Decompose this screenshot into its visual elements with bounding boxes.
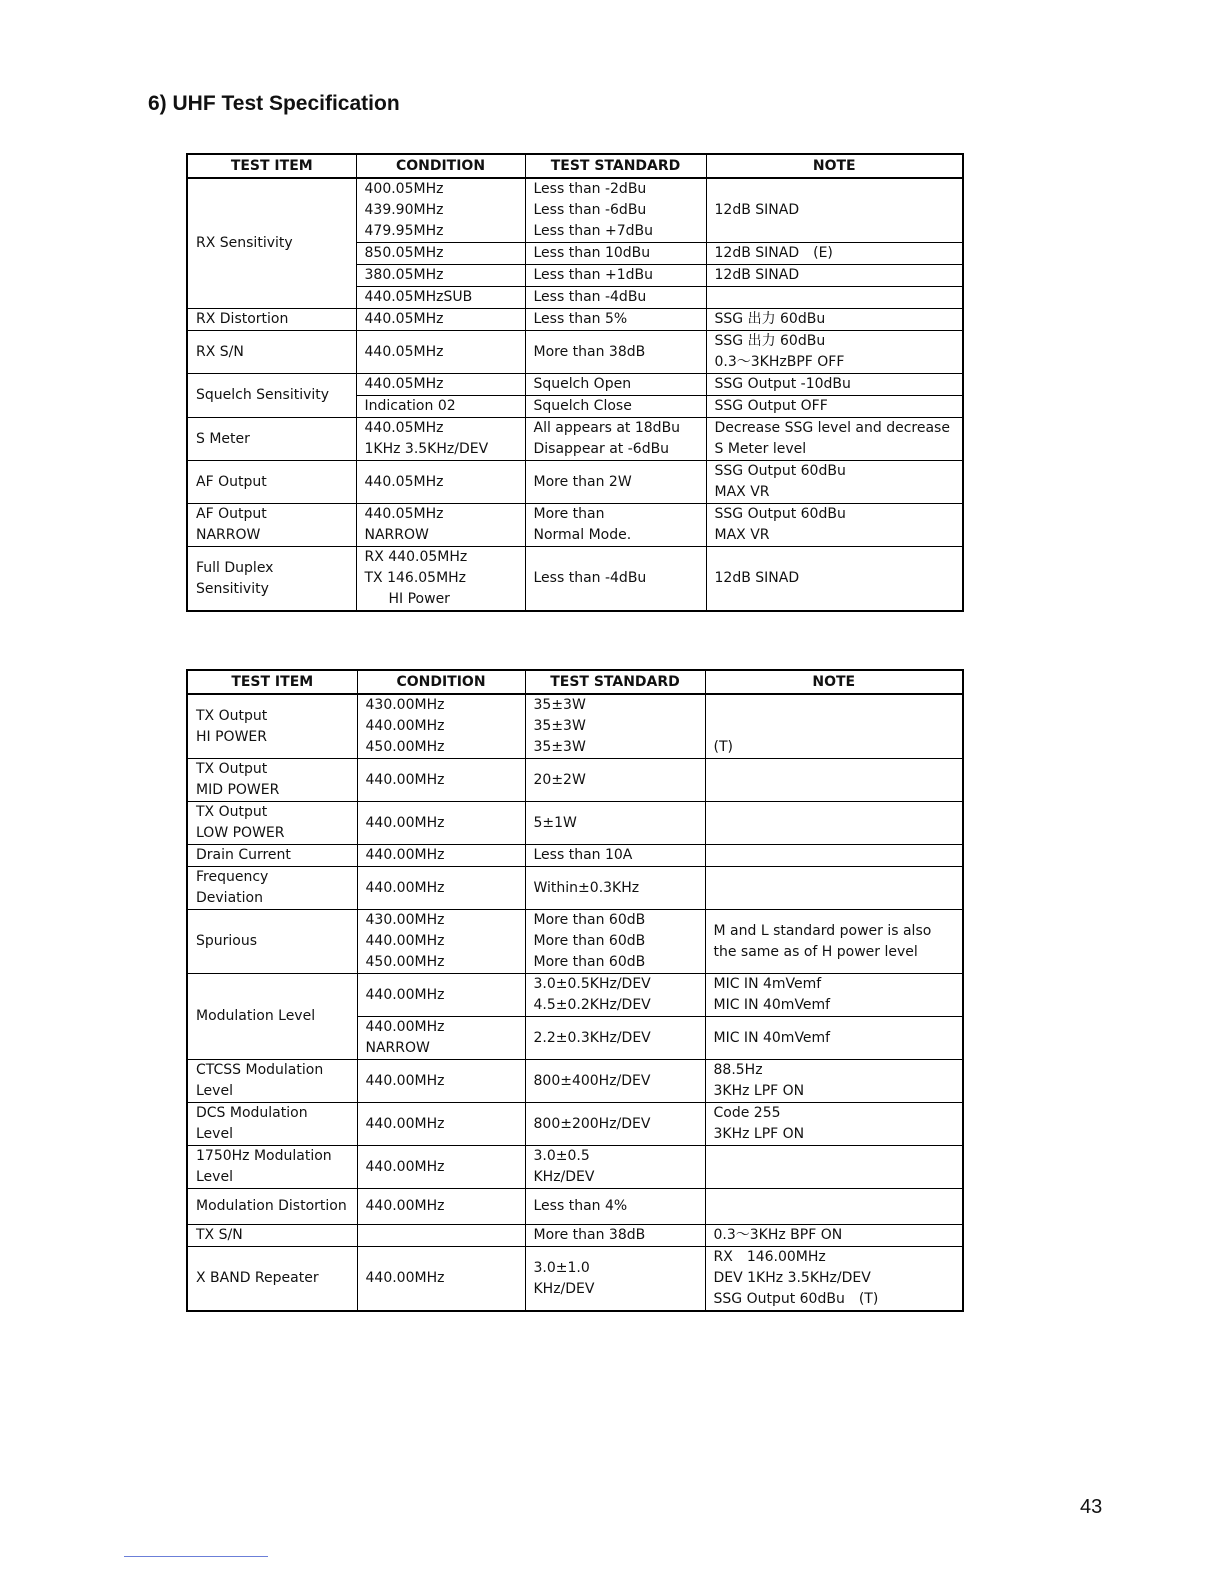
cell-line: Normal Mode. xyxy=(533,527,632,543)
table-row xyxy=(187,845,963,867)
cell-line: 440.00MHz xyxy=(365,1019,445,1035)
note-cell: (T) xyxy=(705,694,963,759)
cell-line: More than xyxy=(533,506,605,522)
table-row xyxy=(187,1189,963,1225)
tx-spec-table xyxy=(186,669,964,1312)
cell-line: Level xyxy=(196,1083,233,1099)
cell-line: 35±3W xyxy=(533,739,586,755)
table-row xyxy=(187,309,963,331)
table-row xyxy=(187,374,963,396)
note-cell: 12dB SINAD xyxy=(706,178,963,243)
standard-cell xyxy=(525,694,705,759)
condition-cell xyxy=(356,547,525,612)
note-cell xyxy=(706,418,963,461)
cell-line: 430.00MHz xyxy=(365,697,445,713)
table-header-row xyxy=(187,154,963,178)
cell-line: 430.00MHz xyxy=(365,912,445,928)
cell-line: TX Output xyxy=(196,707,268,724)
cell-line: More than 60dB xyxy=(533,933,646,949)
table-row xyxy=(187,331,963,374)
standard-cell: 20±2W xyxy=(525,759,705,802)
standard-cell: 2.2±0.3KHz/DEV xyxy=(525,1017,705,1060)
note-cell xyxy=(705,1060,963,1103)
standard-cell: 800±200Hz/DEV xyxy=(525,1103,705,1146)
cell-line: 1750Hz Modulation xyxy=(196,1148,332,1164)
cell-line: SSG Output 60dBu (T) xyxy=(713,1291,879,1307)
cell-line: Frequency xyxy=(196,869,269,885)
standard-cell: Less than 4% xyxy=(525,1189,705,1225)
note-cell xyxy=(706,461,963,504)
table-row xyxy=(187,759,963,802)
note-cell xyxy=(705,802,963,845)
cell-line: KHz/DEV xyxy=(533,1280,595,1297)
table-row xyxy=(187,1060,963,1103)
cell-line: NARROW xyxy=(364,527,429,543)
cell-line: 440.05MHz xyxy=(364,506,444,522)
note-cell: SSG Output OFF xyxy=(706,396,963,418)
cell-line: 439.90MHz xyxy=(364,202,444,218)
note-cell xyxy=(705,867,963,910)
cell-line: Sensitivity xyxy=(196,580,269,597)
item-cell xyxy=(187,1146,357,1189)
cell-line: the same as of H power level xyxy=(713,943,918,960)
cell-line: MIC IN 40mVemf xyxy=(713,997,831,1013)
note-cell: SSG 出力 60dBu xyxy=(706,309,963,331)
cell-line: Code 255 xyxy=(713,1105,781,1121)
note-cell xyxy=(705,1146,963,1189)
table-header-row xyxy=(187,670,963,694)
cell-line: CTCSS Modulation xyxy=(196,1062,324,1078)
condition-cell: 850.05MHz xyxy=(356,243,525,265)
table-row xyxy=(187,867,963,910)
table-row xyxy=(187,504,963,547)
cell-line: TX 146.05MHz xyxy=(364,570,467,586)
item-cell xyxy=(187,802,357,845)
item-cell: TX S/N xyxy=(187,1225,357,1247)
header-condition: CONDITION xyxy=(356,154,525,178)
table-row xyxy=(187,547,963,612)
cell-line: NARROW xyxy=(196,527,261,543)
cell-line: 450.00MHz xyxy=(365,954,445,970)
cell-line: 440.05MHz xyxy=(364,420,444,436)
note-cell xyxy=(705,759,963,802)
condition-cell: 440.00MHz xyxy=(357,1103,525,1146)
cell-line: 440.00MHz xyxy=(365,718,445,734)
table-row xyxy=(187,1247,963,1312)
standard-cell: Less than 5% xyxy=(525,309,706,331)
note-cell xyxy=(706,287,963,309)
cell-line: 400.05MHz xyxy=(364,181,444,197)
cell-line: Deviation xyxy=(196,890,263,906)
cell-line: RX 146.00MHz xyxy=(713,1249,826,1265)
note-cell xyxy=(705,1103,963,1146)
cell-line: DEV 1KHz 3.5KHz/DEV xyxy=(713,1270,871,1286)
cell-line: 3KHz LPF ON xyxy=(713,1126,805,1142)
page-number: 43 xyxy=(1080,1496,1103,1518)
item-cell xyxy=(187,694,357,759)
condition-cell: 440.00MHz xyxy=(357,974,525,1017)
condition-cell: 440.00MHz xyxy=(357,845,525,867)
header-test-standard: TEST STANDARD xyxy=(525,670,705,694)
note-cell: 12dB SINAD xyxy=(706,265,963,287)
standard-cell: Less than 10A xyxy=(525,845,705,867)
note-cell xyxy=(706,331,963,374)
condition-cell xyxy=(357,1225,525,1247)
cell-line: More than 60dB xyxy=(533,954,646,970)
standard-cell: Squelch Close xyxy=(525,396,706,418)
header-condition: CONDITION xyxy=(357,670,525,694)
table-row xyxy=(187,178,963,243)
note-cell: 0.3～3KHz BPF ON xyxy=(705,1225,963,1247)
item-cell xyxy=(187,1103,357,1146)
condition-cell: 440.05MHzSUB xyxy=(356,287,525,309)
condition-cell: 440.00MHz xyxy=(357,759,525,802)
header-note: NOTE xyxy=(706,154,963,178)
cell-line: 35±3W xyxy=(533,718,586,734)
table-row xyxy=(187,974,963,1017)
standard-cell: More than 38dB xyxy=(525,1225,705,1247)
standard-cell: Squelch Open xyxy=(525,374,706,396)
rx-spec-table xyxy=(186,153,964,612)
cell-line: Less than -6dBu xyxy=(533,202,647,218)
item-cell: Modulation Level xyxy=(187,974,357,1060)
cell-line: Level xyxy=(196,1126,233,1142)
condition-cell: 380.05MHz xyxy=(356,265,525,287)
item-cell: RX S/N xyxy=(187,331,356,374)
standard-cell: More than 38dB xyxy=(525,331,706,374)
page-title: 6) UHF Test Specification xyxy=(148,92,400,115)
cell-line: Level xyxy=(196,1169,233,1185)
item-cell xyxy=(187,759,357,802)
item-cell: S Meter xyxy=(187,418,356,461)
cell-line: SSG 出力 60dBu xyxy=(714,333,826,349)
cell-line: Decrease SSG level and decrease xyxy=(714,420,950,436)
cell-line: HI Power xyxy=(388,591,450,607)
cell-line: 4.5±0.2KHz/DEV xyxy=(533,997,651,1013)
note-cell: SSG Output -10dBu xyxy=(706,374,963,396)
header-note: NOTE xyxy=(705,670,963,694)
cell-line: S Meter level xyxy=(714,441,807,457)
note-cell xyxy=(706,504,963,547)
condition-cell xyxy=(356,418,525,461)
item-cell: Spurious xyxy=(187,910,357,974)
cell-line: SSG Output 60dBu xyxy=(714,506,846,522)
cell-line: All appears at 18dBu xyxy=(533,420,681,436)
item-cell xyxy=(187,1060,357,1103)
note-cell xyxy=(705,1189,963,1225)
item-cell: Squelch Sensitivity xyxy=(187,374,356,418)
cell-line: 1KHz 3.5KHz/DEV xyxy=(364,441,489,457)
header-test-standard: TEST STANDARD xyxy=(525,154,706,178)
condition-cell: 440.00MHz xyxy=(357,1247,525,1312)
item-cell: Modulation Distortion xyxy=(187,1189,357,1225)
item-rx-sensitivity: RX Sensitivity xyxy=(187,178,356,309)
item-cell: RX Distortion xyxy=(187,309,356,331)
cell-line: TX Output xyxy=(196,761,268,777)
cell-line: LOW POWER xyxy=(196,825,285,841)
condition-cell xyxy=(356,178,525,243)
cell-line: 3.0±1.0 xyxy=(533,1259,590,1276)
header-test-item: TEST ITEM xyxy=(187,154,356,178)
table-row xyxy=(187,802,963,845)
table-row xyxy=(187,694,963,759)
cell-line: More than 60dB xyxy=(533,912,646,928)
condition-cell xyxy=(357,910,525,974)
standard-cell xyxy=(525,178,706,243)
cell-line: MID POWER xyxy=(196,782,280,798)
cell-line: MIC IN 4mVemf xyxy=(713,976,822,992)
standard-cell: 800±400Hz/DEV xyxy=(525,1060,705,1103)
cell-line: 3.0±0.5KHz/DEV xyxy=(533,976,651,992)
condition-cell: 440.05MHz xyxy=(356,331,525,374)
cell-line: AF Output xyxy=(196,506,267,522)
cell-line: 0.3～3KHzBPF OFF xyxy=(714,354,845,370)
note-cell xyxy=(705,974,963,1017)
header-test-item: TEST ITEM xyxy=(187,670,357,694)
cell-line: DCS Modulation xyxy=(196,1105,308,1121)
condition-cell: 440.05MHz xyxy=(356,309,525,331)
standard-cell: Less than -4dBu xyxy=(525,547,706,612)
cell-line: 440.00MHz xyxy=(365,933,445,949)
item-cell xyxy=(187,504,356,547)
cell-line: Full Duplex xyxy=(196,559,274,576)
note-cell: 12dB SINAD (E) xyxy=(706,243,963,265)
cell-line: 3.0±0.5 xyxy=(533,1148,590,1164)
cell-line: 479.95MHz xyxy=(364,223,444,239)
item-cell: X BAND Repeater xyxy=(187,1247,357,1312)
table-row xyxy=(187,910,963,974)
table-row xyxy=(187,461,963,504)
item-cell: AF Output xyxy=(187,461,356,504)
cell-line: NARROW xyxy=(365,1040,430,1056)
note-cell xyxy=(705,1247,963,1312)
cell-line: M and L standard power is also xyxy=(713,922,932,939)
table-row xyxy=(187,1146,963,1189)
standard-cell xyxy=(525,1146,705,1189)
cell-line: RX 440.05MHz xyxy=(364,549,468,565)
condition-cell: 440.05MHz xyxy=(356,374,525,396)
standard-cell: Less than -4dBu xyxy=(525,287,706,309)
standard-cell xyxy=(525,910,705,974)
condition-cell xyxy=(357,1017,525,1060)
standard-cell: Less than 10dBu xyxy=(525,243,706,265)
cell-line: TX Output xyxy=(196,804,268,820)
cell-line: KHz/DEV xyxy=(533,1169,595,1185)
cell-line: MAX VR xyxy=(714,527,770,543)
table-row xyxy=(187,1103,963,1146)
standard-cell xyxy=(525,418,706,461)
cell-line: 88.5Hz xyxy=(713,1062,763,1078)
cell-line: 3KHz LPF ON xyxy=(713,1083,805,1099)
item-cell: Drain Current xyxy=(187,845,357,867)
cell-line: Less than +7dBu xyxy=(533,223,653,239)
condition-cell: 440.00MHz xyxy=(357,1146,525,1189)
standard-cell: Less than +1dBu xyxy=(525,265,706,287)
condition-cell: 440.05MHz xyxy=(356,461,525,504)
condition-cell: 440.00MHz xyxy=(357,802,525,845)
cell-line: MAX VR xyxy=(714,484,770,500)
condition-cell: 440.00MHz xyxy=(357,1189,525,1225)
note-cell: MIC IN 40mVemf xyxy=(705,1017,963,1060)
cell-line: SSG Output 60dBu xyxy=(714,463,846,479)
cell-line: Disappear at -6dBu xyxy=(533,441,670,457)
condition-cell xyxy=(356,504,525,547)
footer-divider xyxy=(124,1556,268,1557)
standard-cell: Within±0.3KHz xyxy=(525,867,705,910)
cell-line: HI POWER xyxy=(196,728,267,745)
cell-line: 35±3W xyxy=(533,697,586,713)
condition-cell: Indication 02 xyxy=(356,396,525,418)
note-cell xyxy=(705,910,963,974)
table-row xyxy=(187,418,963,461)
standard-cell xyxy=(525,974,705,1017)
condition-cell: 440.00MHz xyxy=(357,1060,525,1103)
condition-cell: 440.00MHz xyxy=(357,867,525,910)
cell-line: 450.00MHz xyxy=(365,739,445,755)
condition-cell xyxy=(357,694,525,759)
note-cell xyxy=(705,845,963,867)
item-cell xyxy=(187,547,356,612)
table-row xyxy=(187,1225,963,1247)
note-cell: 12dB SINAD xyxy=(706,547,963,612)
cell-line: Less than -2dBu xyxy=(533,181,647,197)
standard-cell xyxy=(525,1247,705,1312)
standard-cell xyxy=(525,504,706,547)
item-cell xyxy=(187,867,357,910)
standard-cell: More than 2W xyxy=(525,461,706,504)
standard-cell: 5±1W xyxy=(525,802,705,845)
